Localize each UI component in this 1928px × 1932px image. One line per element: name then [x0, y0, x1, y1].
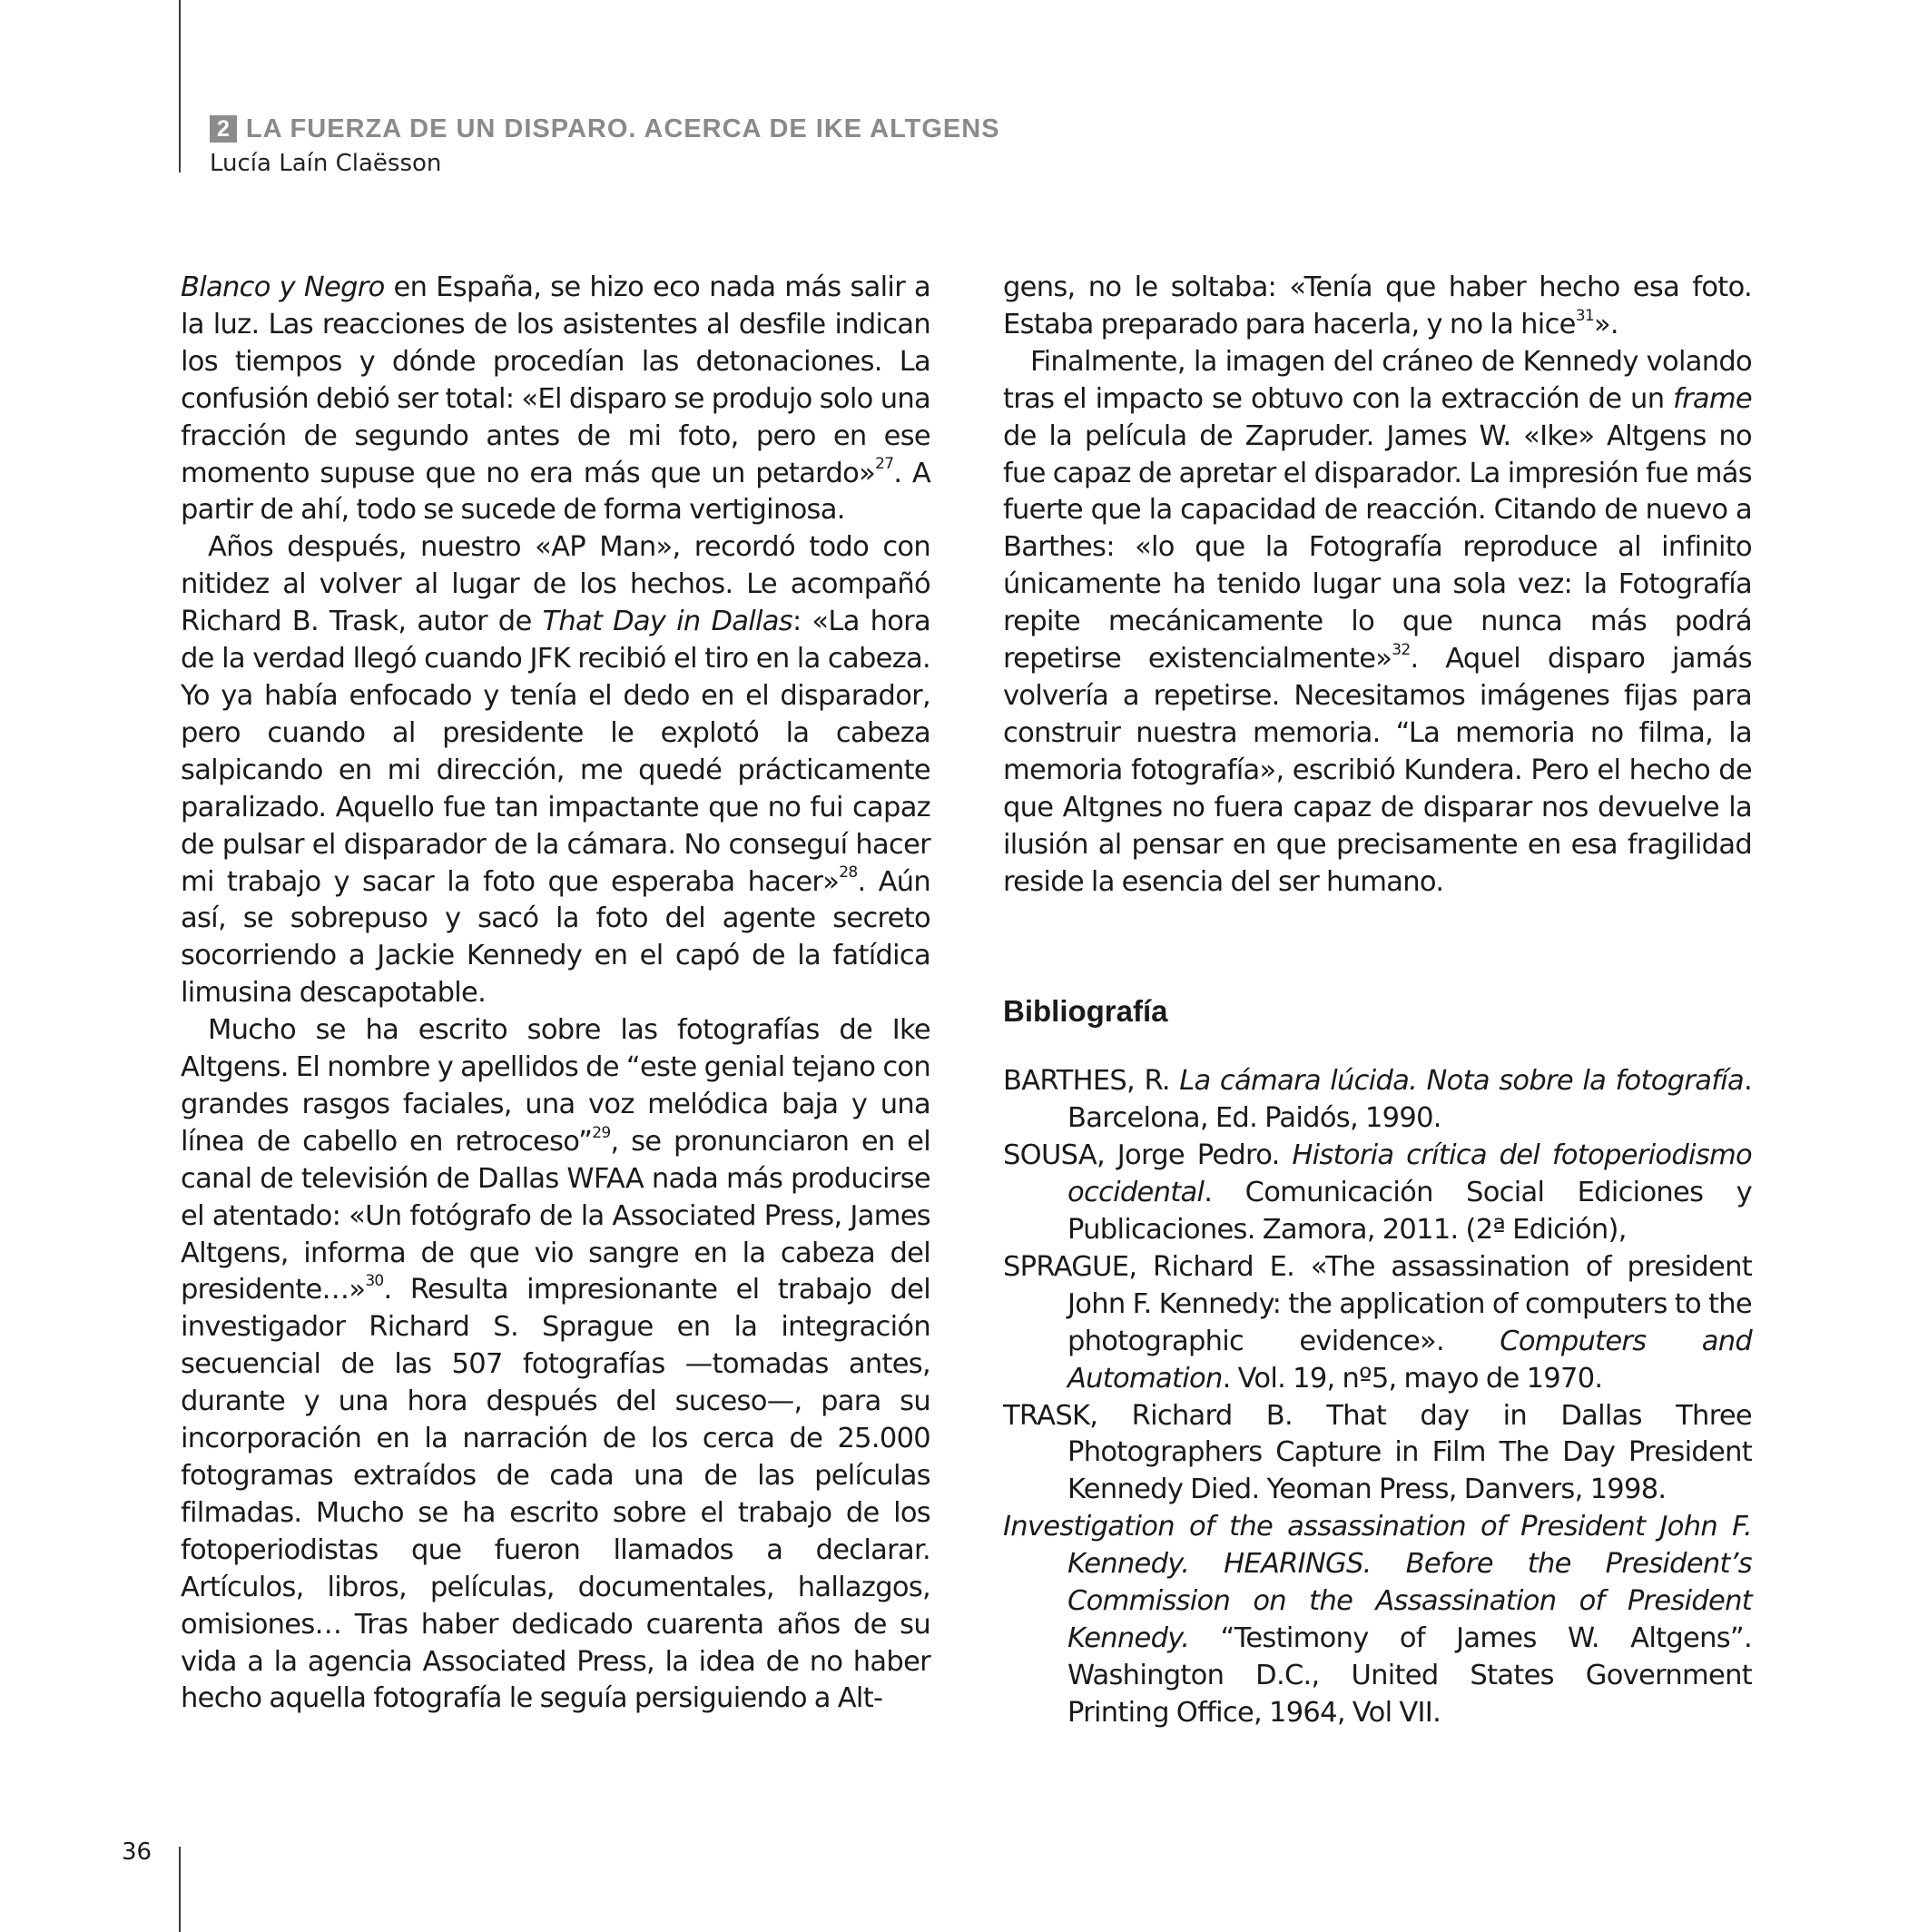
paragraph [181, 270, 930, 529]
bibliography-entry [1003, 1138, 1752, 1249]
body-text: . A partir de ahí, todo se sucede de forma vertiginosa. [181, 457, 931, 527]
italic-text: That Day in Dallas [542, 606, 792, 638]
bib-author: BARTHES, R. [1003, 1065, 1180, 1098]
chapter-line [210, 113, 1000, 144]
bib-details: . Barcelona, Ed. Paidós, 1990. [1067, 1065, 1752, 1135]
running-header [210, 113, 1000, 177]
bibliography-entry [1003, 1509, 1752, 1731]
paragraph [1003, 344, 1752, 902]
body-text: , se pronunciaron en el canal de televisión de Dallas WFAA nada más producirse el atentado: «Un fotógrafo de la Associated Press, James Altgens, informa de que vio sangre en la cabeza del presidente…» [181, 1125, 930, 1306]
chapter-number-badge: 2 [210, 115, 237, 143]
margin-rule-bottom [179, 1847, 181, 1932]
body-text: Finalmente, la imagen del cráneo de Kennedy volando tras el impacto se obtuvo con la extracción de un [1003, 345, 1752, 415]
bib-author: SPRAGUE, Richard E. «The assassination of president John F. Kennedy: the application of computers to the photographic evidence». [1003, 1250, 1752, 1357]
body-text: ». [1593, 308, 1618, 340]
body-text: de la película de Zapruder. James W. «Ike» Altgens no fue capaz de apretar el disparador. La impresión fue más fuerte que la capacidad de reacción. Citando de nuevo a Barthes: «lo que la Fotografía reproduce al infinito únicamente ha tenido lugar una sola vez: la Fotografía repite mecánicamente lo que nunca más podrá repetirse existencialmente» [1003, 419, 1752, 675]
body-text: en España, se hizo eco nada más salir a la luz. Las reacciones de los asistentes al desfile indican los tiempos y dónde procedían las detonaciones. La confusión debió ser total: «El disparo se produjo solo una fracción de segundo antes de mi foto, pero en ese momento supuse que no era más que un petardo» [181, 271, 930, 489]
bib-details: TRASK, Richard B. That day in Dallas Three Photographers Capture in Film The Day President Kennedy Died. Yeoman Press, Danvers, 1998. [1003, 1399, 1752, 1506]
bib-title: Investigation of the assassination of President John F. Kennedy. HEARINGS. Before the President’s Commission on the Assassination of President Kennedy. [1003, 1511, 1752, 1654]
bibliography-entry [1003, 1063, 1752, 1138]
bib-title: Historia crítica del fotoperiodismo occidental [1067, 1139, 1752, 1209]
bibliography-heading: Bibliografía [1003, 994, 1168, 1029]
bib-details: . Vol. 19, nº5, mayo de 1970. [1222, 1362, 1603, 1395]
footnote-ref: 29 [592, 1123, 611, 1142]
bib-details: . Comunicación Social Ediciones y Publicaciones. Zamora, 2011. (2ª Edición), [1067, 1177, 1752, 1247]
body-text: . Aún así, se sobrepuso y sacó la foto del agente secreto socorriendo a Jackie Kennedy en el capó de la fatídica limusina descapotable. [181, 865, 931, 1010]
footnote-ref: 31 [1575, 306, 1594, 325]
body-text: gens, no le soltaba: «Tenía que haber hecho esa foto. Estaba preparado para hacerla, y no la hice [1003, 271, 1752, 340]
footnote-ref: 30 [365, 1272, 384, 1291]
body-text: : «La hora de la verdad llegó cuando JFK recibió el tiro en la cabeza. Yo ya había enfocado y tenía el dedo en el disparador, pero cuando al presidente le explotó la cabeza salpicando en mi dirección, me quedé prácticamente paralizado. Aquello fue tan impactante que no fui capaz de pulsar el disparador de la cámara. No conseguí hacer mi trabajo y sacar la foto que esperaba hacer» [181, 606, 930, 898]
paragraph [181, 1012, 930, 1718]
paragraph [181, 529, 930, 1012]
body-text: Mucho se ha escrito sobre las fotografías de Ike Altgens. El nombre y apellidos de “este genial tejano con grandes rasgos faciales, una voz melódica baja y una línea de cabello en retroceso” [181, 1014, 930, 1158]
footnote-ref: 27 [875, 455, 894, 474]
bib-title: Computers and Automation [1067, 1325, 1752, 1395]
bib-details: “Testimony of James W. Altgens”. Washington D.C., United States Government Printing Office, 1964, Vol VII. [1067, 1622, 1752, 1729]
margin-rule-top [179, 0, 181, 172]
footnote-ref: 32 [1392, 640, 1411, 659]
footnote-ref: 28 [839, 863, 858, 882]
bibliography-entry [1003, 1398, 1752, 1510]
bib-title: La cámara lúcida. Nota sobre la fotografía [1179, 1065, 1744, 1098]
body-text: . Resulta impresionante el trabajo del investigador Richard S. Sprague en la integración secuencial de las 507 fotografías —tomadas antes, durante y una hora después del suceso—, para su incorporación en la narración de los cerca de 25.000 fotogramas extraídos de cada una de las películas filmadas. Mucho se ha escrito sobre el trabajo de los fotoperiodistas que fueron llamados a declarar. Artículos, libros, películas, documentales, hallazgos, omisiones… Tras haber dedicado cuarenta años de su vida a la agencia Associated Press, la idea de no haber hecho aquella fotografía le seguía persiguiendo a Alt- [181, 1274, 930, 1715]
author-name: Lucía Laín Claësson [210, 150, 442, 177]
body-text: . Aquel disparo jamás volvería a repetirse. Necesitamos imágenes fijas para construir nuestra memoria. “La memoria no filma, la memoria fotografía», escribió Kundera. Pero el hecho de que Altgnes no fuera capaz de disparar nos devuelve la ilusión al pensar en que precisamente en esa fragilidad reside la esencia del ser humano. [1003, 643, 1752, 898]
left-column [181, 270, 930, 1718]
bib-author: SOUSA, Jorge Pedro. [1003, 1139, 1293, 1172]
page-number: 36 [122, 1838, 152, 1866]
chapter-title: LA FUERZA DE UN DISPARO. ACERCA DE IKE ALTGENS [245, 113, 1000, 143]
italic-text: Blanco y Negro [181, 271, 385, 303]
bibliography-list [1003, 1063, 1752, 1731]
body-text: Años después, nuestro «AP Man», recordó todo con nitidez al volver al lugar de los hechos. Le acompañó Richard B. Trask, autor de [181, 531, 930, 638]
bibliography-entry [1003, 1249, 1752, 1398]
italic-text: frame [1673, 382, 1752, 415]
paragraph [1003, 270, 1752, 344]
right-column [1003, 270, 1752, 1732]
